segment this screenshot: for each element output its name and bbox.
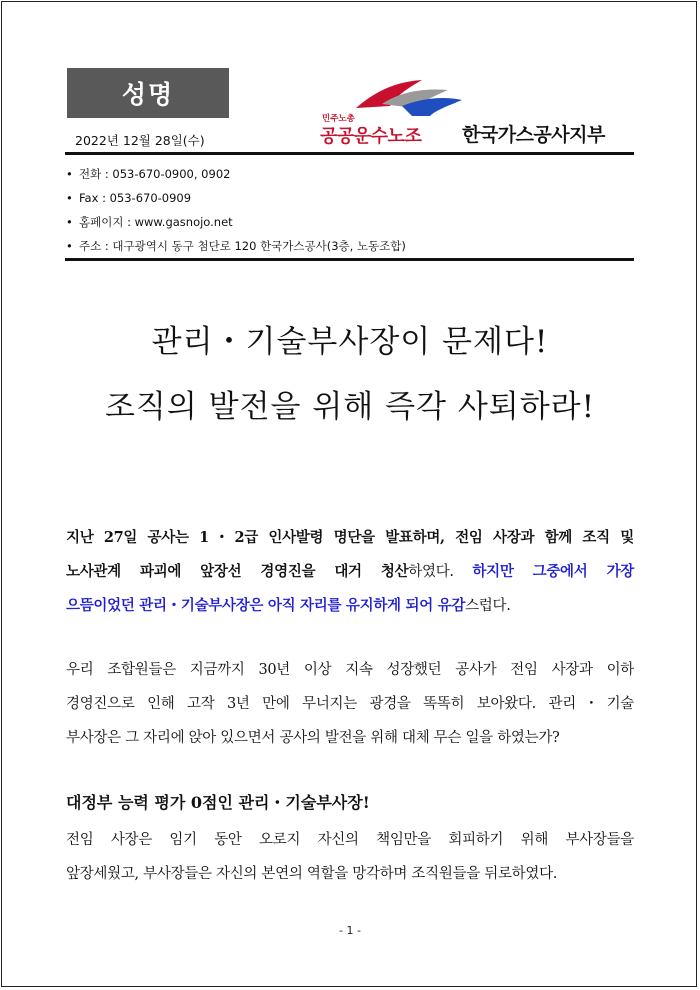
logo-federation-text: 민주노총 (322, 114, 355, 124)
logo-union-name: 공공운수노조 (320, 126, 422, 147)
headline-line-1: 관리・기술부사장이 문제다! (151, 324, 549, 360)
bullet-icon: • (66, 191, 73, 205)
paragraph-line: 우리 조합원들은 지금까지 30년 이상 지속 성장했던 공사가 전임 사장과 이하 (66, 662, 634, 678)
paragraph-line: 경영진으로 인해 고작 3년 만에 무너지는 광경을 똑똑히 보아왔다. 관리・기술 (66, 696, 634, 712)
emphasis-text: 으뜸이었던 관리・기술부사장은 아직 자리를 유지하게 되어 유감 (66, 597, 466, 614)
paragraph-line: 앞장세웠고, 부사장들은 자신의 본연의 역할을 망각하며 조직원들을 뒤로하였다. (66, 866, 558, 882)
headline-line-2: 조직의 발전을 위해 즉각 사퇴하라! (104, 389, 596, 425)
bullet-icon: • (66, 239, 73, 253)
paragraph-1 (66, 521, 634, 623)
contact-phone: • 전화 : 053-670-0900, 0902 (66, 164, 406, 188)
contact-divider (65, 258, 634, 261)
paragraph-line: 전임 사장은 임기 동안 오로지 자신의 책임만을 회피하기 위해 부사장들을 (66, 832, 634, 848)
paragraph-line: 지난 27일 공사는 1・2급 인사발령 명단을 발표하며, 전임 사장과 함께 조직 및 (66, 529, 634, 546)
header-divider (65, 152, 634, 155)
section-subheading: 대정부 능력 평가 0점인 관리・기술부사장! (66, 793, 370, 812)
union-flag-logo-icon (352, 76, 464, 118)
contact-fax: • Fax : 053-670-0909 (66, 188, 406, 212)
page-number: - 1 - (339, 924, 361, 937)
paragraph-line: 으뜸이었던 관리・기술부사장은 아직 자리를 유지하게 되어 유감스럽다. (66, 597, 511, 614)
release-date: 2022년 12월 28일(수) (75, 133, 205, 148)
logo-branch-name: 한국가스공사지부 (462, 124, 605, 146)
paragraph-2 (66, 653, 634, 755)
contact-homepage: • 홈페이지 : www.gasnojo.net (66, 212, 406, 236)
paragraph-line: 부사장은 그 자리에 앉아 있으면서 공사의 발전을 위해 대체 무슨 일을 하였는가? (66, 730, 560, 746)
paragraph-line: 노사관계 파괴에 앞장선 경영진을 대거 청산하였다. 하지만 그중에서 가장 (66, 563, 634, 580)
emphasis-text: 하지만 그중에서 가장 (472, 563, 634, 580)
contact-list (66, 164, 406, 260)
bullet-icon: • (66, 167, 73, 181)
bullet-icon: • (66, 215, 73, 229)
paragraph-3 (66, 823, 634, 891)
statement-stamp: 성명 (67, 68, 229, 118)
contact-address: • 주소 : 대구광역시 동구 첨단로 120 한국가스공사(3층, 노동조합) (66, 236, 406, 260)
